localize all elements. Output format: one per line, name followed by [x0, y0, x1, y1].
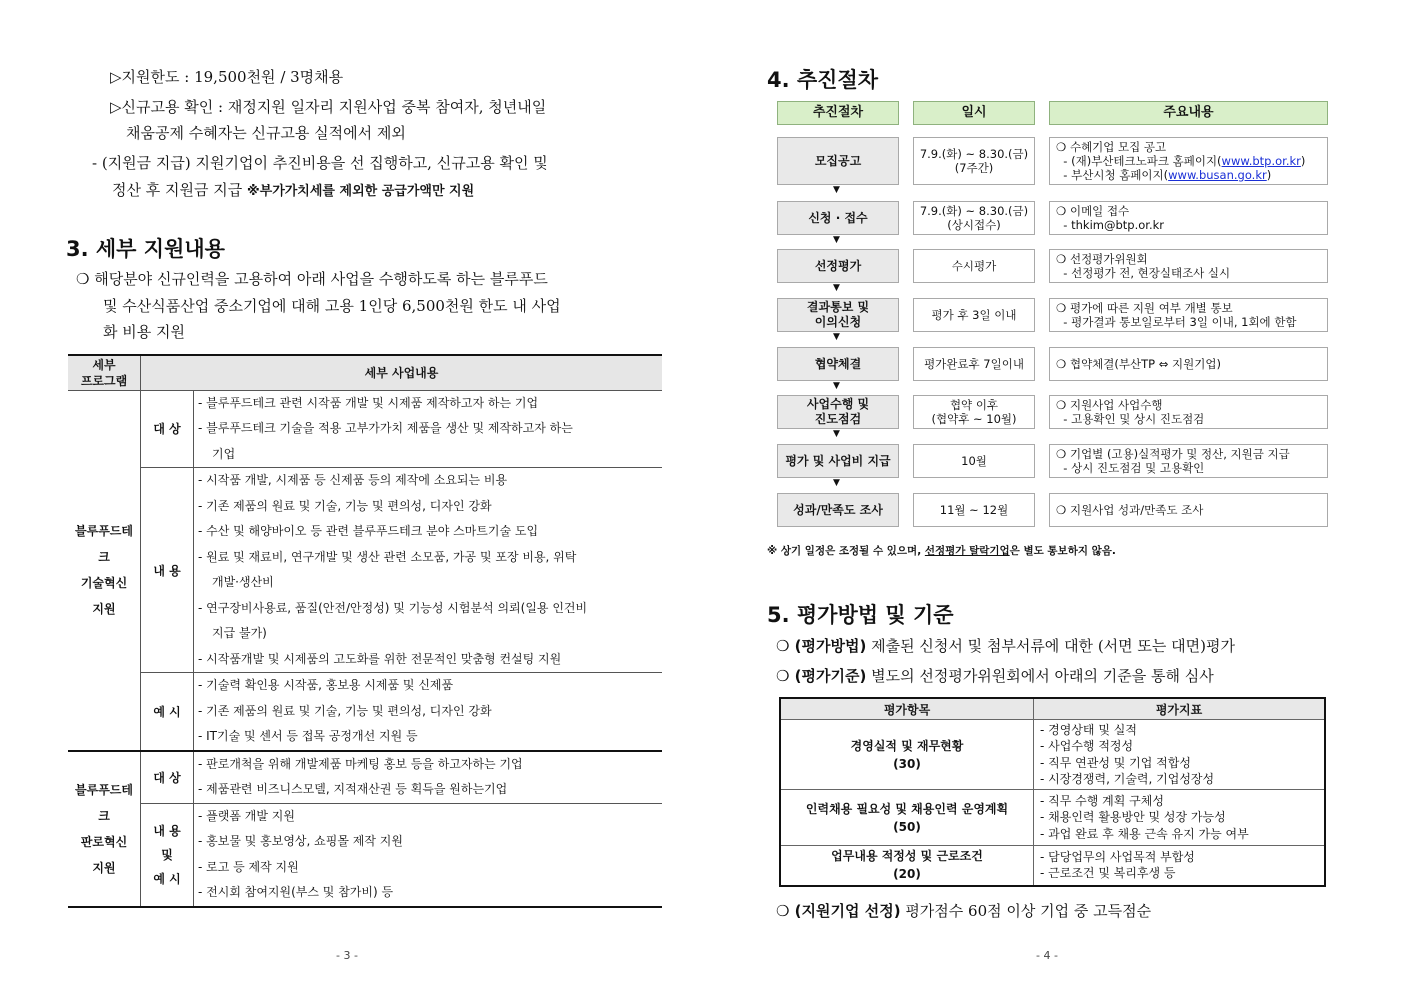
- evaluation-table: [779, 697, 1326, 887]
- header-content: 세부 사업내용: [141, 355, 663, 390]
- website-link[interactable]: www.btp.or.kr: [1221, 154, 1301, 168]
- step-date: 7.9.(화) ~ 8.30.(금) (7주간): [913, 137, 1035, 185]
- list-item: - 기존 제품의 원료 및 기술, 기능 및 편의성, 디자인 강화: [198, 703, 492, 718]
- list-item: 개발·생산비: [212, 575, 274, 589]
- step-description: ❍ 선정평가위원회 - 선정평가 전, 현장실태조사 실시: [1049, 249, 1328, 283]
- step-description: ❍ 기업별 (고용)실적평가 및 정산, 지원금 지급 - 상시 진도점검 및 고용확인: [1049, 444, 1328, 478]
- payment-line: - (지원금 지급) 지원기업이 추진비용을 선 집행하고, 신규고용 확인 및: [92, 154, 548, 172]
- list-item: - 기술력 확인용 시작품, 홍보용 시제품 및 신제품: [198, 678, 454, 692]
- step-date: 평가 후 3일 이내: [913, 298, 1035, 332]
- list-item: - 플랫폼 개발 지원: [198, 808, 295, 823]
- down-arrow-icon: ▼: [833, 235, 840, 245]
- down-arrow-icon: ▼: [833, 381, 840, 391]
- content-example-items: [194, 803, 663, 907]
- eval-indicators: - 담당업무의 사업목적 부합성 - 근로조건 및 복리후생 등: [1034, 846, 1326, 886]
- page-number-left: - 3 -: [336, 949, 358, 962]
- website-link[interactable]: www.busan.go.kr: [1168, 168, 1267, 182]
- list-item: 기업: [212, 446, 236, 461]
- eval-criteria-line: ❍ (평가기준) 별도의 선정평가위원회에서 아래의 기준을 통해 심사: [776, 667, 1214, 685]
- step-description: ❍ 수혜기업 모집 공고 - (재)부산테크노파크 홈페이지(www.btp.or.kr) - 부산시청 홈페이지(www.busan.go.kr): [1049, 137, 1328, 185]
- eval-header-item: 평가항목: [780, 698, 1034, 720]
- eval-indicators: - 직무 수행 계획 구체성 - 채용인력 활용방안 및 성장 가능성 - 과업 완료 후 채용 근속 유지 가능 여부: [1034, 790, 1326, 846]
- eval-item: 인력채용 필요성 및 채용인력 운영계획 (50): [780, 790, 1034, 846]
- down-arrow-icon: ▼: [833, 478, 840, 488]
- step-date: 11월 ~ 12월: [913, 493, 1035, 527]
- row-label-content: 내 용: [141, 468, 194, 673]
- program-tech-innovation: 블루푸드테크 기술혁신 지원: [68, 390, 141, 751]
- row-label-target: 대 상: [141, 751, 194, 804]
- row-label-example: 예 시: [141, 673, 194, 751]
- step-name: 성과/만족도 조사: [777, 493, 899, 527]
- section3-para-3: 화 비용 지원: [103, 323, 185, 341]
- list-item: - 전시회 참여지원(부스 및 참가비) 등: [198, 885, 394, 899]
- new-hire-line-cont: 채움공제 수혜자는 신규고용 실적에서 제외: [126, 124, 406, 142]
- list-item: - 블루푸드테크 관련 시작품 개발 및 시제품 제작하고자 하는 기업: [198, 395, 539, 410]
- eval-indicators: - 경영상태 및 실적 - 사업수행 적정성 - 직무 연관성 및 기업 적합성 - 시장경쟁력, 기술력, 기업성장성: [1034, 720, 1326, 790]
- step-description: ❍ 협약체결(부산TP ⇔ 지원기업): [1049, 347, 1328, 381]
- step-date: 평가완료후 7일이내: [913, 347, 1035, 381]
- eval-method-line: ❍ (평가방법) 제출된 신청서 및 첨부서류에 대한 (서면 또는 대면)평가: [776, 637, 1235, 655]
- step-date: 수시평가: [913, 249, 1035, 283]
- down-arrow-icon: ▼: [833, 332, 840, 342]
- list-item: - 홍보물 및 홍보영상, 쇼핑몰 제작 지원: [198, 834, 403, 848]
- list-item: - 시작품개발 및 시제품의 고도화를 위한 전문적인 맞춤형 컨설팅 지원: [198, 651, 562, 666]
- section4-title: 4. 추진절차: [767, 68, 879, 92]
- step-name: 협약체결: [777, 347, 899, 381]
- list-item: - 로고 등 제작 지원: [198, 859, 299, 874]
- section5-title: 5. 평가방법 및 기준: [767, 603, 954, 627]
- schedule-note: ※ 상기 일정은 조정될 수 있으며, 선정평가 탈락기업은 별도 통보하지 않음.: [767, 545, 1116, 557]
- list-item: - 연구장비사용료, 품질(안전/안정성) 및 기능성 시험분석 의뢰(일용 인건비: [198, 600, 588, 615]
- detail-support-table: [68, 354, 662, 908]
- step-name: 결과통보 및 이의신청: [777, 298, 899, 332]
- section3-para-2: 및 수산식품산업 중소기업에 대해 고용 1인당 6,500천원 한도 내 사업: [103, 297, 561, 315]
- down-arrow-icon: ▼: [833, 283, 840, 293]
- eval-item: 업무내용 적정성 및 근로조건 (20): [780, 846, 1034, 886]
- eval-item: 경영실적 및 재무현황 (30): [780, 720, 1034, 790]
- list-item: - 제품관련 비즈니스모델, 지적재산권 등 획득을 원하는기업: [198, 782, 508, 796]
- page-number-right: - 4 -: [1036, 949, 1058, 962]
- down-arrow-icon: ▼: [833, 185, 840, 195]
- list-item: - 판로개척을 위해 개발제품 마케팅 홍보 등을 하고자하는 기업: [198, 756, 523, 771]
- step-description: ❍ 평가에 따른 지원 여부 개별 통보 - 평가결과 통보일로부터 3일 이내, 1회에 한함: [1049, 298, 1328, 332]
- step-name: 선정평가: [777, 249, 899, 283]
- header-content: 주요내용: [1049, 101, 1328, 125]
- target-items: [194, 390, 663, 468]
- row-label-content-example: 내 용 및 예 시: [141, 803, 194, 907]
- section3-para-1: ❍ 해당분야 신규인력을 고용하여 아래 사업을 수행하도록 하는 블루푸드: [76, 270, 548, 288]
- support-limit-line: ▷지원한도 : 19,500천원 / 3명채용: [110, 68, 344, 86]
- header-date: 일시: [913, 101, 1035, 125]
- list-item: - 수산 및 해양바이오 등 관련 블루푸드테크 분야 스마트기술 도입: [198, 524, 539, 538]
- program-market-innovation: 블루푸드테크 판로혁신 지원: [68, 751, 141, 907]
- list-item: - 시작품 개발, 시제품 등 신제품 등의 제작에 소요되는 비용: [198, 473, 508, 487]
- step-name: 신청 · 접수: [777, 201, 899, 235]
- selection-line: ❍ (지원기업 선정) 평가점수 60점 이상 기업 중 고득점순: [776, 902, 1152, 920]
- row-label-target: 대 상: [141, 390, 194, 468]
- list-item: - IT기술 및 센서 등 접목 공정개선 지원 등: [198, 729, 418, 743]
- step-name: 사업수행 및 진도점검: [777, 395, 899, 429]
- step-name: 모집공고: [777, 137, 899, 185]
- header-program: 세부 프로그램: [68, 355, 141, 390]
- eval-header-indicator: 평가지표: [1034, 698, 1326, 720]
- down-arrow-icon: ▼: [833, 429, 840, 439]
- step-description: ❍ 지원사업 사업수행 - 고용확인 및 상시 진도점검: [1049, 395, 1328, 429]
- new-hire-line: ▷신규고용 확인 : 재정지원 일자리 지원사업 중복 참여자, 청년내일: [110, 98, 547, 116]
- step-date: 10월: [913, 444, 1035, 478]
- payment-line-cont: 정산 후 지원금 지급 ※부가가치세를 제외한 공급가액만 지원: [112, 181, 475, 199]
- step-name: 평가 및 사업비 지급: [777, 444, 899, 478]
- list-item: - 기존 제품의 원료 및 기술, 기능 및 편의성, 디자인 강화: [198, 498, 492, 513]
- list-item: - 블루푸드테크 기술을 적용 고부가가치 제품을 생산 및 제작하고자 하는: [198, 421, 573, 435]
- step-date: 협약 이후 (협약후 ~ 10월): [913, 395, 1035, 429]
- header-step: 추진절차: [777, 101, 899, 125]
- step-description: ❍ 지원사업 성과/만족도 조사: [1049, 493, 1328, 527]
- example-items: [194, 673, 663, 751]
- section3-title: 3. 세부 지원내용: [66, 237, 225, 261]
- list-item: - 원료 및 재료비, 연구개발 및 생산 관련 소모품, 가공 및 포장 비용, 위탁: [198, 549, 577, 564]
- step-description: ❍ 이메일 접수 - thkim@btp.or.kr: [1049, 201, 1328, 235]
- list-item: 지급 불가): [212, 626, 267, 640]
- step-date: 7.9.(화) ~ 8.30.(금) (상시접수): [913, 201, 1035, 235]
- target-items: [194, 751, 663, 804]
- content-items: [194, 468, 663, 673]
